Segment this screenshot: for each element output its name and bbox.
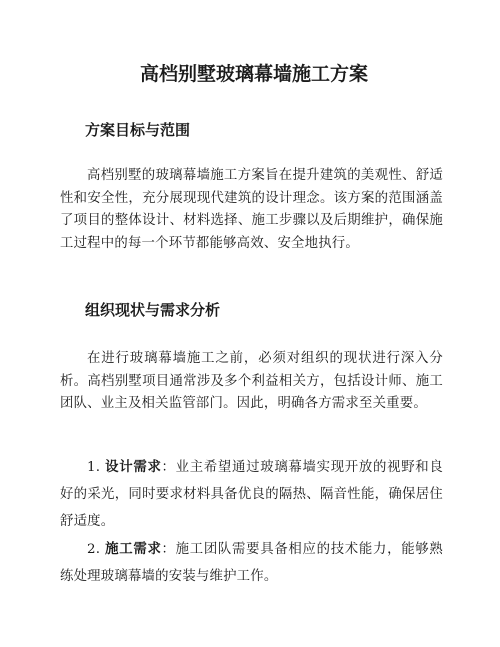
list-item-text: ：施工团队需要具备相应的技术能力，能够熟练处理玻璃幕墙的安装与维护工作。: [60, 542, 443, 584]
list-item-number: 2.: [87, 542, 101, 557]
section-heading-goals: 方案目标与范围: [85, 121, 191, 139]
list-item-lead: 施工需求: [105, 542, 162, 557]
document-title: 高档别墅玻璃幕墙施工方案: [139, 63, 368, 85]
section-heading-analysis: 组织现状与需求分析: [85, 301, 221, 319]
list-item-number: 1.: [87, 460, 101, 475]
list-item-text: ：业主希望通过玻璃幕墙实现开放的视野和良好的采光，同时要求材料具备优良的隔热、隔音性能，确保居住舒适度。: [60, 460, 443, 529]
goals-paragraph: 高档别墅的玻璃幕墙施工方案旨在提升建筑的美观性、舒适性和安全性，充分展现现代建筑的设计理念。该方案的范围涵盖了项目的整体设计、材料选择、施工步骤以及后期维护，确保施工过程中的每一个环节都能够高效、安全地执行。: [60, 168, 443, 252]
list-item-lead: 设计需求: [105, 460, 162, 475]
analysis-paragraph: 在进行玻璃幕墙施工之前，必须对组织的现状进行深入分析。高档别墅项目通常涉及多个利益相关方，包括设计师、施工团队、业主及相关监管部门。因此，明确各方需求至关重要。: [60, 351, 443, 412]
list-item-design-need: [60, 454, 443, 535]
list-item-construction-need: [60, 536, 443, 590]
